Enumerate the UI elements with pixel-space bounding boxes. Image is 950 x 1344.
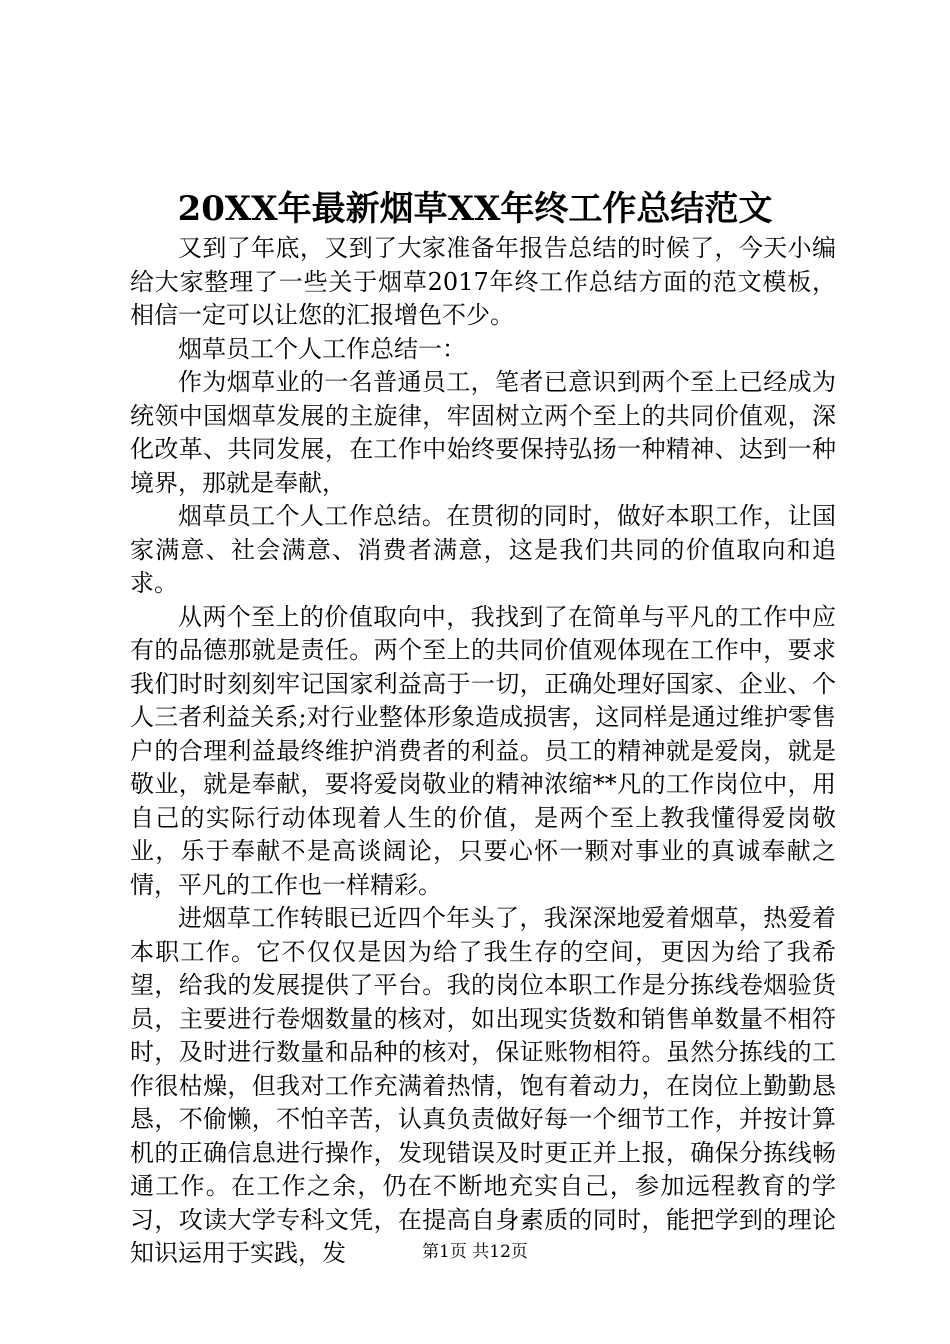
- paragraph: 作为烟草业的一名普通员工，笔者已意识到两个至上已经成为统领中国烟草发展的主旋律，牢固树立两个至上的共同价值观，深化改革、共同发展，在工作中始终要保持弘扬一种精神、达到一种境界，那就是奉献，: [130, 368, 836, 497]
- paragraph: 烟草员工个人工作总结。在贯彻的同时，做好本职工作，让国家满意、社会满意、消费者满意，这是我们共同的价值取向和追求。: [130, 502, 836, 597]
- paragraph-section-heading: 烟草员工个人工作总结一：: [178, 334, 466, 363]
- document-title: 20XX年最新烟草XX年终工作总结范文: [177, 189, 773, 229]
- paragraph: 从两个至上的价值取向中，我找到了在简单与平凡的工作中应有的品德那就是责任。两个至上的共同价值观体现在工作中，要求我们时时刻刻牢记国家利益高于一切，正确处理好国家、企业、个人三者利益关系;对行业整体形象造成损害，这同样是通过维护零售户的合理利益最终维护消费者的利益。员工的精神就是爱岗，就是敬业，就是奉献，要将爱岗敬业的精神浓缩**凡的工作岗位中，用自己的实际行动体现着人生的价值，是两个至上教我懂得爱岗敬业，乐于奉献不是高谈阔论，只要心怀一颗对事业的真诚奉献之情，平凡的工作也一样精彩。: [130, 602, 836, 899]
- paragraph-intro: 又到了年底，又到了大家准备年报告总结的时候了，今天小编给大家整理了一些关于烟草2017年终工作总结方面的范文模板，相信一定可以让您的汇报增色不少。: [130, 234, 836, 329]
- document-body: [130, 232, 836, 1271]
- paragraph: 进烟草工作转眼已近四个年头了，我深深地爱着烟草，热爱着本职工作。它不仅仅是因为给了我生存的空间，更因为给了我希望，给我的发展提供了平台。我的岗位本职工作是分拣线卷烟验货员，主要进行卷烟数量的核对，如出现实货数和销售单数量不相符时，及时进行数量和品种的核对，保证账物相符。虽然分拣线的工作很枯燥，但我对工作充满着热情，饱有着动力，在岗位上勤勤恳恳，不偷懒，不怕辛苦，认真负责做好每一个细节工作，并按计算机的正确信息进行操作，发现错误及时更正并上报，确保分拣线畅通工作。在工作之余，仍在不断地充实自己，参加远程教育的学习，攻读大学专科文凭，在提高自身素质的同时，能把学到的理论知识运用于实践，发: [130, 904, 836, 1267]
- page-number-footer: 第1页 共12页: [422, 1242, 528, 1262]
